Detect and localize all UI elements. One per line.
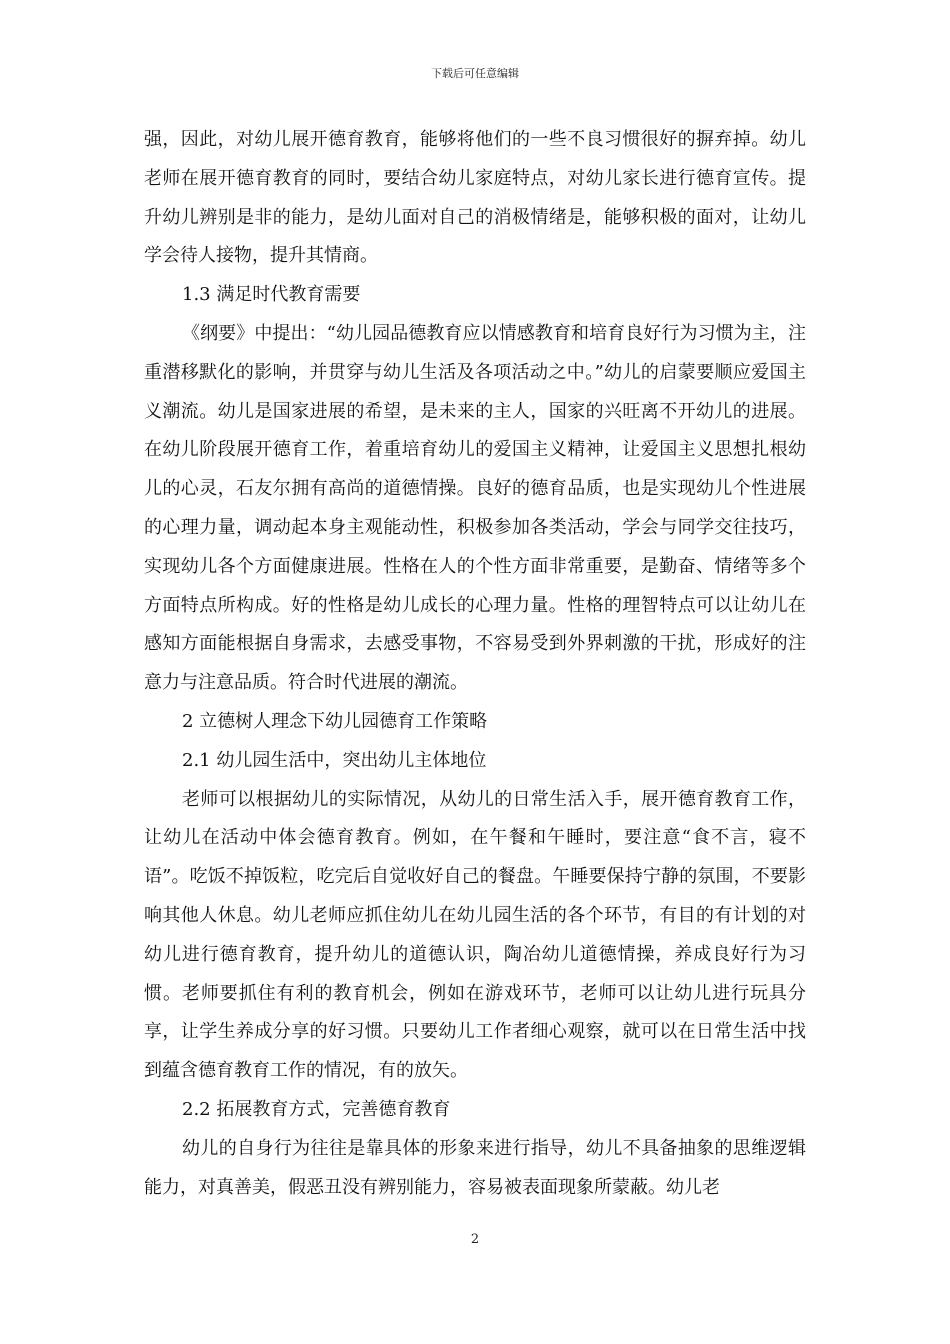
section-heading-2-2: 2.2 拓展教育方式，完善德育教育 [182,1098,451,1120]
page-number: 2 [470,1232,480,1247]
document-body [144,121,806,1207]
section-heading-2-1: 2.1 幼儿园生活中，突出幼儿主体地位 [182,749,487,771]
section-heading-2: 2 立德树人理念下幼儿园德育工作策略 [182,710,488,732]
page-header: 下载后可任意编辑 [431,67,519,80]
paragraph-1-3: 《纲要》中提出：“幼儿园品德教育应以情感教育和培育良好行为习惯为主，注重潜移默化的影响，并贯穿与幼儿生活及各项活动之中。”幼儿的启蒙要顺应爱国主义潮流。幼儿是国家进展的希望，是未来的主人，国家的兴旺离不开幼儿的进展。在幼儿阶段展开德育工作，着重培育幼儿的爱国主义精神，让爱国主义思想扎根幼儿的心灵，石友尔拥有高尚的道德情操。良好的德育品质，也是实现幼儿个性进展的心理力量，调动起本身主观能动性，积极参加各类活动，学会与同学交往技巧，实现幼儿各个方面健康进展。性格在人的个性方面非常重要，是勤奋、情绪等多个方面特点所构成。好的性格是幼儿成长的心理力量。性格的理智特点可以让幼儿在感知方面能根据自身需求，去感受事物，不容易受到外界刺激的干扰，形成好的注意力与注意品质。符合时代进展的潮流。 [144,322,806,694]
paragraph-2-1: 老师可以根据幼儿的实际情况，从幼儿的日常生活入手，展开德育教育工作，让幼儿在活动中体会德育教育。例如，在午餐和午睡时，要注意“食不言，寝不语”。吃饭不掉饭粒，吃完后自觉收好自己的餐盘。午睡要保持宁静的氛围，不要影响其他人休息。幼儿老师应抓住幼儿在幼儿园生活的各个环节，有目的有计划的对幼儿进行德育教育，提升幼儿的道德认识，陶冶幼儿道德情操，养成良好行为习惯。老师要抓住有利的教育机会，例如在游戏环节，老师可以让幼儿进行玩具分享，让学生养成分享的好习惯。只要幼儿工作者细心观察，就可以在日常生活中找到蕴含德育教育工作的情况，有的放矢。 [144,788,806,1082]
paragraph-2-2: 幼儿的自身行为往往是靠具体的形象来进行指导，幼儿不具备抽象的思维逻辑能力，对真善美，假恶丑没有辨别能力，容易被表面现象所蒙蔽。幼儿老 [144,1137,806,1198]
section-heading-1-3: 1.3 满足时代教育需要 [182,284,361,306]
paragraph-continued: 强，因此，对幼儿展开德育教育，能够将他们的一些不良习惯很好的摒弃掉。幼儿老师在展开德育教育的同时，要结合幼儿家庭特点，对幼儿家长进行德育宣传。提升幼儿辨别是非的能力，是幼儿面对自己的消极情绪是，能够积极的面对，让幼儿学会待人接物，提升其情商。 [144,129,806,267]
